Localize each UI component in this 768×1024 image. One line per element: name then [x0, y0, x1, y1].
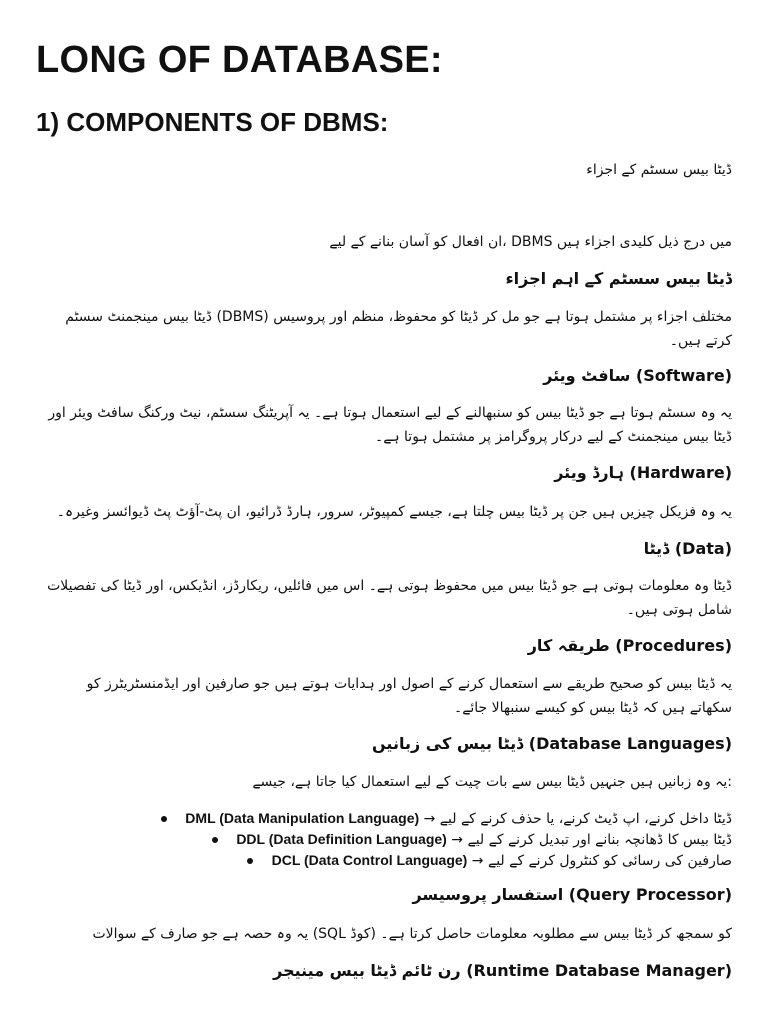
bullet-desc: ڈیٹا بیس کا ڈھانچہ بنانے اور تبدیل کرنے کے لیے [467, 832, 732, 848]
body-software: یہ وہ سسٹم ہوتا ہے جو ڈیٹا بیس کو سنبھالنے کے لیے استعمال ہوتا ہے۔ یہ آپریٹنگ سسٹم، نیٹ ورکنگ سافٹ ویئر اور ڈیٹا بیس مینجمنٹ کے لیے درکار پروگرامز پر مشتمل ہوتا ہے۔ [48, 405, 732, 445]
bullet-dot-icon [212, 837, 218, 843]
heading-hardware: (Hardware) ہارڈ ویئر [554, 463, 732, 482]
arrow-icon: → [451, 832, 464, 848]
document-title: LONG OF DATABASE: [36, 39, 443, 81]
bullet-desc: ڈیٹا داخل کرنے، اپ ڈیٹ کرنے، یا حذف کرنے کے لیے [439, 811, 732, 827]
arrow-icon: → [471, 853, 484, 869]
language-list [92, 808, 732, 871]
list-item [92, 808, 732, 829]
bullet-dot-icon [161, 816, 167, 822]
body-procedures: یہ ڈیٹا بیس کو صحیح طریقے سے استعمال کرنے کے اصول اور ہدایات ہوتے ہیں جو صارفین اور ایڈمنسٹریٹرز کو سکھاتے ہیں کہ ڈیٹا بیس کو کیسے سنبھالا جائے۔ [86, 676, 732, 716]
intro-line: میں درج ذیل کلیدی اجزاء ہیں DBMS ،ان افعال کو آسان بنانے کے لیے [329, 234, 732, 250]
heading-database-languages: (Database Languages) ڈیٹا بیس کی زبانیں [372, 734, 732, 753]
heading-main-components: ڈیٹا بیس سسٹم کے اہم اجزاء [505, 269, 732, 288]
body-main-components: مختلف اجزاء پر مشتمل ہوتا ہے جو مل کر ڈیٹا کو محفوظ، منظم اور پروسیس (DBMS) ڈیٹا بیس مینجمنٹ سسٹم کرتے ہیں۔ [65, 309, 732, 349]
bullet-desc: صارفین کی رسائی کو کنٹرول کرنے کے لیے [487, 853, 732, 869]
heading-software: (Software) سافٹ ویئر [543, 366, 732, 385]
bullet-term: DML (Data Manipulation Language) [185, 810, 420, 826]
body-hardware: یہ وہ فزیکل چیزیں ہیں جن پر ڈیٹا بیس چلتا ہے، جیسے کمپیوٹر، سرور، ہارڈ ڈرائیو، ان پٹ-آؤٹ پٹ ڈیوائسز وغیرہ۔ [56, 504, 732, 520]
body-database-languages: :یہ وہ زبانیں ہیں جنہیں ڈیٹا بیس سے بات چیت کے لیے استعمال کیا جاتا ہے، جیسے [252, 774, 732, 790]
heading-data: (Data) ڈیٹا [643, 539, 732, 558]
bullet-dot-icon [247, 858, 253, 864]
heading-query-processor: (Query Processor) استفسار پروسیسر [412, 885, 732, 904]
intro-heading: ڈیٹا بیس سسٹم کے اجزاء [586, 162, 732, 178]
heading-runtime-manager: (Runtime Database Manager) رن ٹائم ڈیٹا بیس مینیجر [273, 961, 732, 980]
bullet-term: DDL (Data Definition Language) [236, 831, 447, 847]
list-item [92, 829, 732, 850]
heading-procedures: (Procedures) طریقہ کار [527, 636, 732, 655]
arrow-icon: → [423, 811, 436, 827]
section-title-components: 1) COMPONENTS OF DBMS: [36, 107, 389, 137]
bullet-term: DCL (Data Control Language) [271, 852, 468, 868]
body-data: ڈیٹا وہ معلومات ہوتی ہے جو ڈیٹا بیس میں محفوظ ہوتی ہے۔ اس میں فائلیں، ریکارڈز، انڈیکس، اور ڈیٹا کی تفصیلات شامل ہوتی ہیں۔ [47, 578, 732, 618]
list-item [92, 850, 732, 871]
body-query-processor: کو سمجھ کر ڈیٹا بیس سے مطلوبہ معلومات حاصل کرتا ہے۔ (کوڈ SQL) یہ وہ حصہ ہے جو صارف کے سوالات [92, 926, 732, 942]
